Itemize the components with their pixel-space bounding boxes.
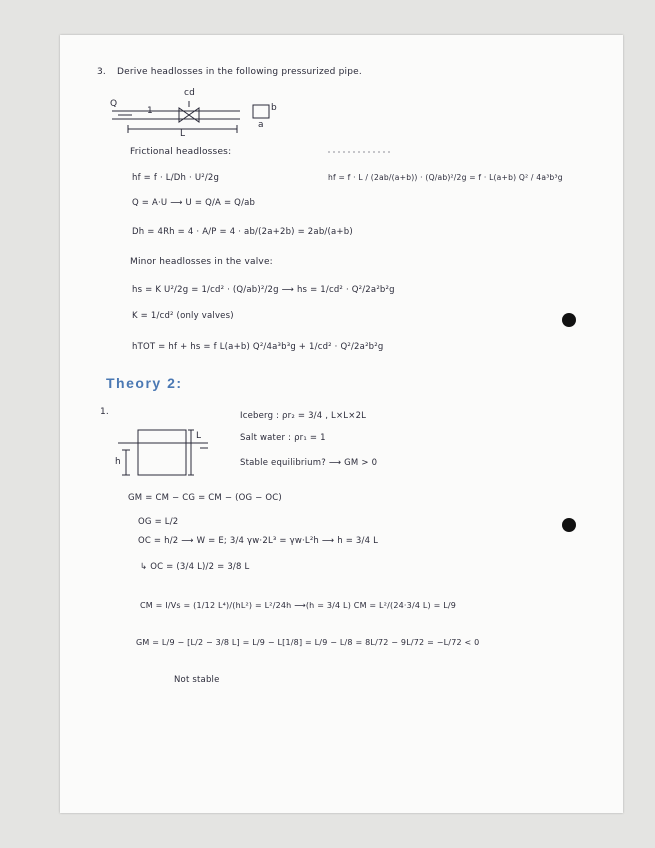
equation-hydraulic-diameter: Dh = 4Rh = 4 · A/P = 4 · ab/(2a+2b) = 2ab/(a+b): [132, 227, 353, 237]
equation-hf: hf = f · L/Dh · U²/2g: [132, 173, 220, 183]
section-title: Theory 2:: [106, 375, 183, 391]
stability-verdict: Not stable: [174, 675, 220, 685]
frictional-heading: Frictional headlosses:: [130, 147, 232, 157]
diagram-one-label: 1: [147, 106, 153, 116]
question-number: 1.: [100, 407, 109, 417]
equation-k: K = 1/cd² (only valves): [132, 311, 234, 321]
problem-number: 3.: [97, 67, 106, 77]
pipe-diagram: [112, 101, 269, 133]
equation-oc-result: ↳ OC = (3/4 L)/2 = 3/8 L: [140, 562, 250, 572]
notebook-page: [60, 35, 623, 813]
equation-cm: CM = I/Vs = (1/12 L⁴)/(hL²) = L²/24h ⟶(h = 3/4 L) CM = L²/(24·3/4 L) = L/9: [140, 601, 457, 610]
diagram-q-label: Q: [110, 99, 118, 109]
equation-gm: GM = CM − CG = CM − (OG − OC): [128, 493, 282, 503]
salt-water-density: Salt water : ρr₁ = 1: [240, 433, 326, 443]
equation-hs: hs = K U²/2g = 1/cd² · (Q/ab)²/2g ⟶ hs = 1/cd² · Q²/2a²b²g: [132, 285, 395, 295]
equation-oc: OC = h/2 ⟶ W = E; 3/4 γw·2L³ = γw·L²h ⟶ h = 3/4 L: [138, 536, 379, 546]
diagram-l-label: L: [180, 129, 186, 139]
diagram-l-side-label: L: [196, 431, 202, 441]
diagram-a-label: a: [258, 120, 264, 130]
equation-gm-result: GM = L/9 − [L/2 − 3/8 L] = L/9 − L[1/8] = L/9 − L/8 = 8L/72 − 9L/72 = −L/72 < 0: [136, 638, 480, 647]
equation-velocity: Q = A·U ⟶ U = Q/A = Q/ab: [132, 198, 256, 208]
diagram-b-label: b: [271, 103, 277, 113]
equation-hf-expanded: hf = f · L / (2ab/(a+b)) · (Q/ab)²/2g = f · L(a+b) Q² / 4a³b³g: [328, 173, 563, 182]
problem-heading: Derive headlosses in the following pressurized pipe.: [117, 67, 362, 77]
punch-hole-lower: [562, 518, 576, 532]
minor-heading: Minor headlosses in the valve:: [130, 257, 273, 267]
diagram-cd-label: cd: [184, 88, 196, 98]
punch-hole-upper: [562, 313, 576, 327]
equation-og: OG = L/2: [138, 517, 179, 527]
stability-question: Stable equilibrium? ⟶ GM > 0: [240, 458, 378, 468]
iceberg-density: Iceberg : ρr₂ = 3/4 , L×L×2L: [240, 411, 367, 421]
diagram-h-label: h: [115, 457, 121, 467]
iceberg-diagram: [118, 430, 208, 475]
equation-htot: hTOT = hf + hs = f L(a+b) Q²/4a³b³g + 1/cd² · Q²/2a²b²g: [132, 342, 384, 352]
